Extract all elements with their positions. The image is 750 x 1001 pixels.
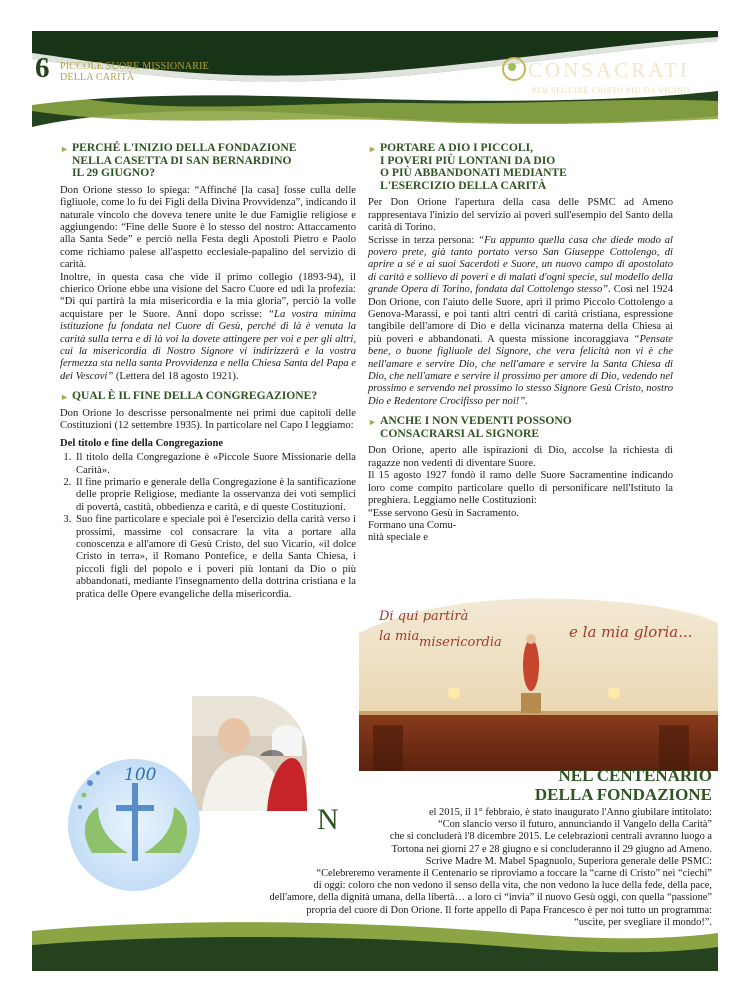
- paragraph: nità speciale e: [368, 532, 428, 544]
- arrow-icon: ►: [368, 144, 377, 154]
- paragraph: Per Don Orione l'apertura della casa delle PSMC ad Ameno rappresentava l'inizio del servizio ai poveri sull'esempio del Santo della carità di Torino.: [368, 197, 673, 234]
- paragraph: Don Orione, aperto alle ispirazioni di Dio, accolse la richiesta di ragazze non vedenti di diventare Suore.: [368, 445, 673, 469]
- consacrati-logo-icon: [502, 57, 526, 81]
- arrow-icon: ►: [60, 144, 69, 154]
- heading-founding-house: ► PERCHÉ L'INIZIO DELLA FONDAZIONE NELLA CASETTA DI SAN BERNARDINO IL 29 GIUGNO?: [60, 141, 297, 180]
- list-item: 3. Suo fine particolare e speciale poi è l'esercizio della carità verso i prossimi, massime col consacrare la vita a portare alla conoscenza e all'amore di Gesù Cristo, del suo Vicario, «il dolce Cristo in terra», il Romano Pontefice, e della Santa Chiesa, i piccoli figli del popolo e i poveri più lontani da Dio o più abbandonati, mediante l'insegnamento della dottrina cristiana e la pratica delle Opere evangeliche della misericordia.: [74, 514, 356, 601]
- paragraph: “Esse servono Gesù in Sacramento.: [368, 507, 519, 519]
- centenary-title: NEL CENTENARIO DELLA FONDAZIONE: [534, 766, 712, 804]
- centenary-logo-number: 100: [124, 765, 157, 785]
- footer-wave: [32, 911, 718, 971]
- arrow-icon: ►: [60, 392, 69, 403]
- chapel-photo: [359, 593, 718, 771]
- paragraph: Don Orione stesso lo spiega: “Affinché [la casa] fosse culla delle figliuole, come lo fu dei Figli della Divina Provvidenza”, indicando il naturale vincolo che doveva tenere unite le due Famiglie religiose e aggiungendo: “Fine delle Suore è lo stesso del nostro: Attaccamento alla Santa Sede” e perciò nella Festa degli Apostoli Pietro e Paolo come richiamo palese all'aspetto ecclesiale-papalino del servizio di carità.: [60, 184, 356, 271]
- left-column: [60, 142, 356, 601]
- paragraph: Scrisse in terza persona: “Fu appunto quella casa che diede modo al povero prete, già tanto portato verso San Giuseppe Cottolengo, di aprire a sé e ai suoi Sacerdoti e Suore, un nuovo campo di apostolato di carità e sollievo di poveri e di malati d'ogni specie, sul modello della grande Opera di Torino, fondata dal Cottolengo stesso”. Così nel 1924 Don Orione, con l'aiuto delle Suore, aprì il primo Piccolo Cottolengo a Genova-Marassi, e poi tanti altri centri di carità cristiana, espressione tangibile dell'amore di Dio e della vicinanza materna della Chiesa ai più poveri e abbandonati. A questa missione incoraggiava “Pensate bene, o buone figliuole del Signore, che vera felicità non vi è che nell'amare e servire Dio, che nell'amare e servire la Santa Chiesa di Dio, che nell'amare e servire il prossimo per amore di Dio, vedendo nel prossimo e servendo nel prossimo lo stesso Signore Gesù Cristo, nostro Dio e Redentore Crocifisso per noi!”.: [368, 234, 673, 407]
- chapel-inscription: Di qui partirà la mia misericordia e la mia gloria...: [379, 609, 693, 650]
- centenary-text: N el 2015, il 1° febbraio, è stato inaugurato l'Anno giubilare intitolato: “Con slancio verso il futuro, annunciando il Vangelo della Carità” che si concluderà l'8 dicembre 2015. Le celebrazioni centrali avranno luogo a Tortona nei giorni 27 e 28 giugno e si concluderanno il 29 giugno ad Ameno. Scrive Madre M. Mabel Spagnuolo, Superiora generale delle PSMC: “Celebreremo veramente il Centenario se riproviamo a toccare la “carne di Cristo” nei “ciechi” di oggi: coloro che non vedono il senso della vita, che non vedono la luce della fede, della pace, dell'amore, della dignità umana, della libertà… a loro ci “invia” il nuovo Gesù oggi, con quella “passione” propria del cuore di Don Orione. Il forte appello di Papa Francesco è per noi tutto un programma: “uscite, per svegliare il mondo!”.: [269, 803, 712, 928]
- magazine-page: [32, 31, 718, 971]
- constitution-list: [60, 452, 356, 601]
- subheading: Del titolo e fine della Congregazione: [60, 437, 224, 449]
- arrow-icon: ►: [368, 417, 377, 428]
- paragraph: Inoltre, in questa casa che vide il primo collegio (1893-94), il chierico Orione ebbe una visione del Sacro Cuore ed udì la profezia: “Di qui partirà la mia misericordia e la mia gloria”, perciò la volle acquistare per le Suore. Anni dopo scrisse: “La vostra minima istituzione fu fondata nel Cuore di Gesù, perché di là è venuta la carità sulla terra e di là voi la dovete attingere per voi e per gli altri, cui la misericordia di Nostro Signore vi indirizzerà e la vostra fermezza sta nella santa Provvidenza e nella Chiesa Santa del Papa e dei Vescovi” (Lettera del 18 agosto 1921).: [60, 271, 356, 382]
- paragraph: Don Orione lo descrisse personalmente nei primi due capitoli delle Costituzioni (12 settembre 1935). In particolare nel Capo I leggiamo:: [60, 407, 356, 432]
- page-header: [32, 31, 718, 151]
- list-item: 2. Il fine primario e generale della Congregazione è la santificazione delle proprie Religiose, mediante la osservanza dei voti semplici di povertà, castità, obbedienza e carità, e di queste Costituzioni.: [74, 477, 356, 514]
- heading-blind-sisters: ► ANCHE I NON VEDENTI POSSONO CONSACRARSI AL SIGNORE: [368, 414, 572, 440]
- paragraph: Formano una Comu-: [368, 519, 457, 531]
- dropcap: N: [317, 803, 339, 836]
- list-item: 1. Il titolo della Congregazione è «Piccole Suore Missionarie della Carità».: [74, 452, 356, 477]
- paragraph: Il 15 agosto 1927 fondò il ramo delle Suore Sacramentine indicando loro come compito particolare quello di personificare nell'Istituto la preghiera. Leggiamo nelle Costituzioni:: [368, 470, 673, 507]
- heading-congregation-purpose: ► QUAL È IL FINE DELLA CONGREGAZIONE?: [60, 389, 318, 403]
- footer-wave-shape: [32, 911, 718, 971]
- heading-bring-to-god: ► PORTARE A DIO I PICCOLI, I POVERI PIÙ LONTANI DA DIO O PIÙ ABBANDONATI MEDIANTE L'ESERCIZIO DELLA CARITÀ: [368, 141, 567, 192]
- section-name: PICCOLE SUORE MISSIONARIE DELLA CARITÀ: [60, 61, 209, 83]
- page-number: 6: [35, 52, 50, 84]
- right-column: [368, 142, 673, 545]
- magazine-title: CONSACRATI: [502, 57, 718, 87]
- magazine-subtitle: PER SEGUIRE CRISTO PIÙ DA VICINO: [532, 86, 690, 95]
